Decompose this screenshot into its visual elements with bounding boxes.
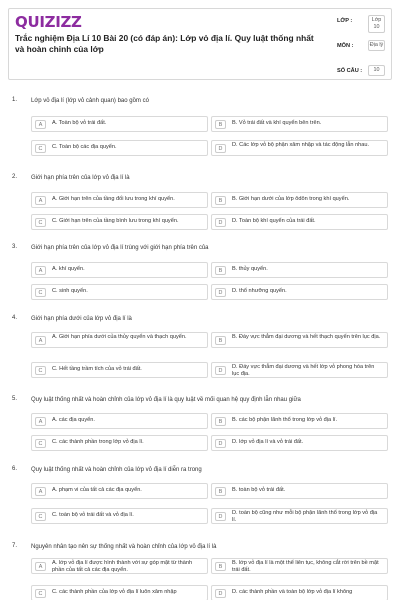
option-text: D. Đáy vực thẳm đại dương và hết lớp vỏ phong hóa trên lục địa. [232, 364, 375, 377]
option-letter: B [215, 266, 226, 275]
question-text: Giới hạn phía dưới của lớp vỏ địa lí là [31, 316, 132, 322]
option-text: C. các thành phần của lớp vỏ địa lí luôn xâm nhập [52, 589, 177, 595]
option-letter: D [215, 144, 226, 153]
option-c[interactable] [31, 362, 208, 378]
option-c[interactable] [31, 585, 208, 600]
option-letter: A [35, 120, 46, 129]
option-letter: C [35, 218, 46, 227]
option-d[interactable] [211, 508, 388, 524]
option-text: D. lớp vỏ địa lí và vỏ trái đất. [232, 439, 304, 445]
count-value: 10 [368, 65, 385, 76]
option-d[interactable] [211, 284, 388, 300]
option-text: A. Giới hạn trên của tầng đối lưu trong khí quyển. [52, 196, 175, 202]
question-number: 3. [12, 244, 18, 250]
option-text: D. toàn bộ cũng như mỗi bộ phận lãnh thổ trong lớp vỏ địa lí. [232, 510, 378, 523]
option-text: C. Toàn bộ các địa quyển. [52, 144, 117, 150]
question-text: Giới hạn phía trên của lớp vỏ địa lí trùng với giới hạn phía trên của [31, 245, 209, 251]
quiz-header [8, 8, 392, 80]
option-letter: D [215, 218, 226, 227]
option-a[interactable] [31, 192, 208, 208]
option-letter: D [215, 512, 226, 521]
option-text: D. thổ nhưỡng quyển. [232, 288, 287, 294]
option-letter: C [35, 512, 46, 521]
option-text: C. toàn bộ vỏ trái đất và vỏ địa lí. [52, 512, 134, 518]
option-text: C. Giới hạn trên của tầng bình lưu trong khí quyển. [52, 218, 179, 224]
option-letter: A [35, 487, 46, 496]
question-text: Quy luật thống nhất và hoàn chỉnh của lớp vỏ địa lí là quy luật về mối quan hệ quy định lẫn nhau giữa [31, 397, 301, 403]
quizizz-logo[interactable]: QUIZIZZ [15, 13, 82, 31]
question-number: 1. [12, 97, 18, 103]
option-text: B. thủy quyển. [232, 266, 268, 272]
option-c[interactable] [31, 140, 208, 156]
option-letter: A [35, 336, 46, 345]
option-text: C. Hết tầng trầm tích của vỏ trái đất. [52, 366, 142, 372]
option-letter: D [215, 439, 226, 448]
question-number: 4. [12, 315, 18, 321]
option-text: A. phạm vi của tất cả các địa quyển. [52, 487, 142, 493]
option-d[interactable] [211, 140, 388, 156]
option-text: A. lớp vỏ địa lí được hình thành với sự góp mặt từ thành phần của tất cả các địa quyển. [52, 560, 193, 573]
option-b[interactable] [211, 483, 388, 499]
count-label: SỐ CÂU : [337, 68, 363, 74]
option-text: C. sinh quyển. [52, 288, 88, 294]
option-text: B. toàn bộ vỏ trái đất. [232, 487, 286, 493]
option-letter: B [215, 336, 226, 345]
option-d[interactable] [211, 214, 388, 230]
option-letter: A [35, 266, 46, 275]
option-letter: A [35, 417, 46, 426]
option-letter: B [215, 417, 226, 426]
option-a[interactable] [31, 116, 208, 132]
option-text: D. các thành phần và toàn bộ lớp vỏ địa lí không [232, 589, 353, 595]
question-text: Nguyên nhân tạo nên sự thống nhất và hoàn chỉnh của lớp vỏ địa lí là [31, 544, 217, 550]
option-text: D. Các lớp vỏ bộ phận xâm nhập và tác động lẫn nhau. [232, 142, 370, 148]
class-value: Lớp 10 [368, 15, 385, 33]
option-text: D. Toàn bộ khí quyển của trái đất. [232, 218, 316, 224]
option-letter: D [215, 288, 226, 297]
option-d[interactable] [211, 362, 388, 378]
option-letter: B [215, 487, 226, 496]
subject-label: MÔN : [337, 43, 354, 49]
option-b[interactable] [211, 558, 388, 574]
question-number: 7. [12, 543, 18, 549]
option-text: B. Giới hạn dưới của lớp ôdôn trong khí quyển. [232, 196, 350, 202]
question-number: 2. [12, 174, 18, 180]
option-letter: C [35, 288, 46, 297]
option-letter: B [215, 120, 226, 129]
option-letter: A [35, 562, 46, 571]
option-b[interactable] [211, 192, 388, 208]
option-a[interactable] [31, 413, 208, 429]
option-text: B. Đáy vực thẳm đại dương và hết thạch quyển trên lục địa. [232, 334, 381, 340]
option-d[interactable] [211, 435, 388, 451]
option-b[interactable] [211, 332, 388, 348]
question-text: Quy luật thống nhất và hoàn chỉnh của lớp vỏ địa lí diễn ra trong [31, 467, 202, 473]
option-letter: D [215, 589, 226, 598]
option-letter: D [215, 366, 226, 375]
option-text: B. lớp vỏ địa lí là một thể liên tục, không cắt rời trên bề mặt trái đất. [232, 560, 379, 573]
option-text: B. các bộ phận lãnh thổ trong lớp vỏ địa lí. [232, 417, 338, 423]
option-letter: C [35, 589, 46, 598]
option-b[interactable] [211, 413, 388, 429]
option-c[interactable] [31, 284, 208, 300]
option-text: A. Giới hạn phía dưới của thủy quyển và thạch quyển. [52, 334, 187, 340]
option-a[interactable] [31, 332, 208, 348]
option-c[interactable] [31, 508, 208, 524]
option-a[interactable] [31, 483, 208, 499]
option-letter: A [35, 196, 46, 205]
option-letter: C [35, 144, 46, 153]
option-text: B. Vỏ trái đất và khí quyển bên trên. [232, 120, 322, 126]
option-letter: B [215, 196, 226, 205]
class-label: LỚP : [337, 18, 353, 24]
option-b[interactable] [211, 262, 388, 278]
question-text: Lớp vỏ địa lí (lớp vỏ cảnh quan) bao gồm có [31, 98, 149, 104]
question-number: 6. [12, 466, 18, 472]
option-d[interactable] [211, 585, 388, 600]
option-text: C. các thành phần trong lớp vỏ địa lí. [52, 439, 144, 445]
subject-value: Địa lý [368, 40, 385, 51]
option-text: A. khí quyển. [52, 266, 85, 272]
option-a[interactable] [31, 558, 208, 574]
quiz-title: Trắc nghiệm Địa Lí 10 Bài 20 (có đáp án): Lớp vỏ địa lí. Quy luật thống nhất và hoàn chỉnh của lớp [15, 33, 314, 54]
question-text: Giới hạn phía trên của lớp vỏ địa lí là [31, 175, 130, 181]
option-letter: C [35, 439, 46, 448]
option-letter: C [35, 366, 46, 375]
option-text: A. Toàn bộ vỏ trái đất. [52, 120, 107, 126]
option-c[interactable] [31, 214, 208, 230]
option-b[interactable] [211, 116, 388, 132]
question-number: 5. [12, 396, 18, 402]
option-a[interactable] [31, 262, 208, 278]
option-text: A. các địa quyển. [52, 417, 95, 423]
option-letter: B [215, 562, 226, 571]
option-c[interactable] [31, 435, 208, 451]
